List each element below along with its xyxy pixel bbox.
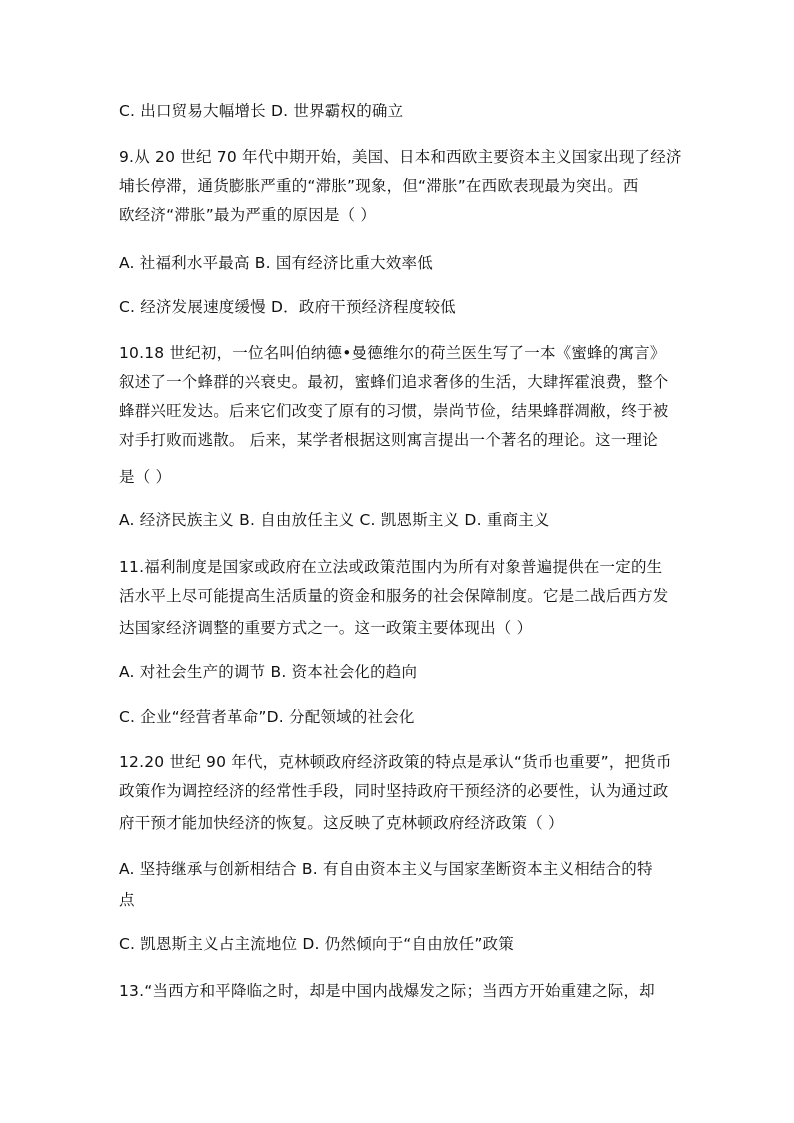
- option-line-q10: A. 经济民族主义 B. 自由放任主义 C. 凯恩斯主义 D. 重商主义: [119, 511, 550, 529]
- question-12-line-3: 府干预才能加快经济的恢复。这反映了克林顿政府经济政策（ ）: [119, 814, 564, 832]
- question-10-line-3: 蜂群兴旺发达。后来它们改变了原有的习惯，崇尚节俭，结果蜂群凋敝，终于被: [119, 402, 669, 420]
- question-11-line-1: 11.福利制度是国家或政府在立法或政策范围内为所有对象普遍提供在一定的生: [119, 558, 663, 576]
- question-10-line-5: 是（ ）: [119, 468, 172, 486]
- question-11-line-2: 活水平上尽可能提高生活质量的资金和服务的社会保障制度。它是二战后西方发: [119, 587, 669, 605]
- option-line-q9-ab: A. 社福利水平最高 B. 国有经济比重大效率低: [119, 254, 433, 272]
- option-line-q12-ab-cont: 点: [119, 891, 135, 909]
- question-10-line-1: 10.18 世纪初，一位名叫伯纳德•曼德维尔的荷兰医生写了一本《蜜蜂的寓言》: [119, 344, 666, 362]
- question-10-line-2: 叙述了一个蜂群的兴衰史。最初，蜜蜂们追求奢侈的生活，大肆挥霍浪费，整个: [119, 373, 669, 391]
- question-9-line-2: 埔长停滞，通货膨胀严重的“滞胀”现象，但“滞胀”在西欧表现最为突出。西: [119, 177, 639, 195]
- option-line-q8-cd: C. 出口贸易大幅增长 D. 世界霸权的确立: [119, 102, 404, 120]
- question-12-line-2: 政策作为调控经济的经常性手段，同时坚持政府干预经济的必要性，认为通过政: [119, 782, 669, 800]
- question-9-line-1: 9.从 20 世纪 70 年代中期开始，美国、日本和西欧主要资本主义国家出现了经济: [119, 148, 682, 166]
- question-9-line-3: 欧经济“滞胀”最为严重的原因是（ ）: [119, 206, 377, 224]
- option-line-q11-ab: A. 对社会生产的调节 B. 资本社会化的趋向: [119, 663, 418, 681]
- option-line-q12-ab: A. 坚持继承与创新相结合 B. 有自由资本主义与国家垄断资本主义相结合的特: [119, 860, 653, 878]
- question-12-line-1: 12.20 世纪 90 年代，克林顿政府经济政策的特点是承认“货币也重要”，把货币: [119, 753, 672, 771]
- option-line-q9-cd: C. 经济发展速度缓慢 D．政府干预经济程度较低: [119, 298, 456, 316]
- option-line-q12-cd: C. 凯恩斯主义占主流地位 D. 仍然倾向于“自由放任”政策: [119, 935, 514, 953]
- question-13-line-1: 13.“当西方和平降临之时，却是中国内战爆发之际；当西方开始重建之际，却: [119, 982, 655, 1000]
- question-10-line-4: 对手打败而逃散。 后来，某学者根据这则寓言提出一个著名的理论。这一理论: [119, 431, 658, 449]
- option-line-q11-cd: C. 企业“经营者革命”D. 分配领域的社会化: [119, 708, 415, 726]
- question-11-line-3: 达国家经济调整的重要方式之一。这一政策主要体现出（ ）: [119, 619, 533, 637]
